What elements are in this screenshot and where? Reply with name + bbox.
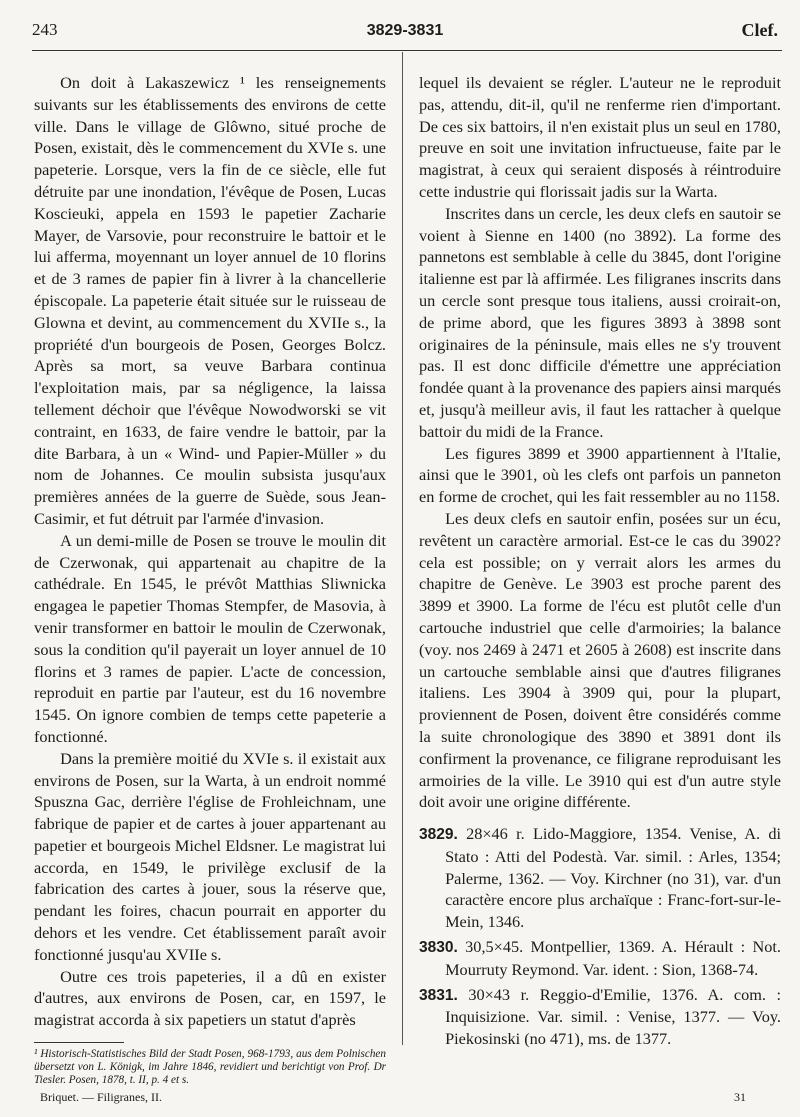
sheet-number: 31: [734, 1090, 746, 1104]
entry-number: 3829.: [419, 826, 458, 844]
paragraph: Les figures 3899 et 3900 appartiennent à l'Italie, ainsi que le 3901, où les clefs ont parfois un panneton en forme de crochet, qui les fait ressembler au no 1158.: [419, 443, 781, 507]
entry-text: 30,5×45. Montpellier, 1369. A. Hérault : Not. Mourruty Reymond. Var. ident. : Sion, 1368-74.: [445, 937, 781, 979]
paragraph: Inscrites dans un cercle, les deux clefs en sautoir se voient à Sienne en 1400 (no 3892). La forme des pannetons est semblable à celle du 3845, dont l'origine italienne est par là affirmée. Les filigranes inscrits dans un cercle sont presque tous italiens, aussi croirait-on, de prime abord, que les figures 3893 à 3898 sont originaires de la péninsule, mais elles ne s'y trouvent pas. Il est donc difficile d'émettre une appréciation fondée quant à la provenance des papiers ainsi marqués et, jusqu'à meilleur avis, il faut les rattacher à quelque battoir du midi de la France.: [419, 203, 781, 441]
page-number: 243: [32, 20, 58, 39]
footnote-rule: [34, 1042, 124, 1043]
entry-text: 28×46 r. Lido-Maggiore, 1354. Venise, A. di Stato : Atti del Podestà. Var. simil. : Arles, 1354; Palerme, 1362. — Voy. Kirchner (no 31), var. d'un caractère encore plus archaïque : Franc-fort-sur-le-Mein, 1346.: [445, 824, 781, 932]
paragraph: lequel ils devaient se régler. L'auteur ne le reproduit pas, attendu, dit-il, qu'il ne renferme rien d'important. De ces six battoirs, il n'en existait plus un seul en 1780, preuve en soit une invitation infructueuse, faite par le magistrat, à ceux qui seraient disposés à réintroduire cette industrie qui florissait jadis sur la Warta.: [419, 73, 781, 201]
entry-range: 3829-3831: [366, 22, 444, 39]
entry-text: 30×43 r. Reggio-d'Emilie, 1376. A. com. : Inquisizione. Var. simil. : Venise, 1377. — Voy. Piekosinski (no 471), ms. de 1377.: [445, 984, 781, 1049]
entry-number: 3831.: [419, 986, 458, 1004]
footnote: ¹ Historisch-Statistisches Bild der Stadt Posen, 968-1793, aus dem Polnischen übersetzt von L. Königk, im Jahre 1846, revidiert und berichtigt von Prof. Dr Tiesler. Posen, 1878, t. II, p. 4 et s.: [34, 1048, 386, 1086]
section-title: Clef.: [741, 20, 778, 40]
page-header: [32, 20, 778, 50]
paragraph: Dans la première moitié du XVIe s. il existait aux environs de Posen, sur la Warta, à un endroit nommé Spuszna Gac, derrière l'église de Frohleichnam, une fabrique de papier et de cartes à jouer appartenant au papetier et bourgeois Michel Eldsner. Le magistrat lui accorda, en 1549, le privilège exclusif de la fabrication des cartes à jouer, sous la réserve que, pendant les foires, chacun pourrait en apporter du dehors et les vendre. Cet établissement paraît avoir fonctionné jusqu'au XVIIe s.: [34, 748, 386, 964]
paragraph: Les deux clefs en sautoir enfin, posées sur un écu, revêtent un caractère armorial. Est-ce le cas du 3902? cela est possible; on y verrait alors les armes du chapitre de Genève. Le 3903 est proche parent des 3899 et 3900. La forme de l'écu est plutôt celle d'un cartouche industriel que celle d'armoiries; la balance (voy. nos 2469 à 2471 et 2605 à 2608) est inscrite dans un cartouche semblable ainsi que d'autres filigranes italiens. Les 3904 à 3909 qui, pour la plupart, proviennent de Posen, doivent être considérés comme la suite chronologique des 3890 et 3891 dont ils confirment la provenance, ce filigrane reproduisant les armoiries de la ville. Le 3910 qui est d'un autre style doit avoir une origine différente.: [419, 508, 781, 812]
catalog-entry: [419, 984, 781, 1050]
paragraph: On doit à Lakaszewicz ¹ les renseignements suivants sur les établissements des environs de cette ville. Dans le village de Glôwno, situé proche de Posen, existait, dès le commencement du XVIe s. une papeterie. Lorsque, vers la fin de ce siècle, elle fut détruite par une inondation, l'évêque de Posen, Lucas Koscieuki, appela en 1593 le papetier Zacharie Mayer, de Varsovie, pour reconstruire le battoir et le lui afferma, moyennant un loyer annuel de 10 florins et de 3 rames de papier fin à livrer à la chancellerie épiscopale. La papeterie était située sur le ruisseau de Glowna et devint, au commencement du XVIIe s., la propriété d'un bourgeois de Posen, Georges Bolcz. Après sa mort, sa veuve Barbara continua l'exploitation mais, par sa négligence, la laissa tellement déchoir que l'évêque Nowodworski se vit contraint, en 1633, de faire vendre le battoir, par la dite Barbara, à un « Wind- und Papier-Müller » du nom de Johannes. Ce moulin subsista jusqu'aux premières années de la guerre de Suède, sous Jean-Casimir, et fut détruit par l'armée d'invasion.: [34, 73, 386, 528]
entry-number: 3830.: [419, 939, 458, 957]
printer-signature: Briquet. — Filigranes, II.: [40, 1090, 162, 1104]
catalog-entry: [419, 936, 781, 981]
catalog-entry: [419, 823, 781, 933]
right-column: [419, 72, 781, 1053]
left-column: [34, 72, 386, 1031]
paragraph: A un demi-mille de Posen se trouve le moulin dit de Czerwonak, qui appartenait au chapitre de la cathédrale. En 1545, le prévôt Matthias Sliwnicka engagea le papetier Thomas Stempfer, de Masovia, à venir transformer en battoir le moulin de Czerwonak, sous la condition qu'il payerait un loyer annuel de 10 florins et 3 rames de papier. L'acte de concession, reproduit en partie par l'auteur, est du 16 novembre 1545. On ignore combien de temps cette papeterie a fonctionné.: [34, 530, 386, 746]
header-rule: [32, 50, 782, 51]
paragraph: Outre ces trois papeteries, il a dû en exister d'autres, aux environs de Posen, car, en 1597, le magistrat accorda à six papetiers un statut d'après: [34, 966, 386, 1030]
column-divider: [402, 52, 403, 1045]
